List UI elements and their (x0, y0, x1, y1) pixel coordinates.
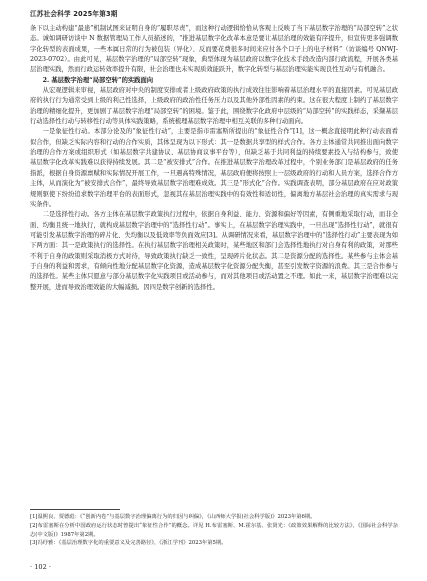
footnote-2: [2]布雷塞斯在分析中国政府运行状态时曾提出“象征性合作”的概念。详见 H.布雷塞斯、M.霍尔基、张贤光：《政策效果解释的比较方法》，《国际社会科学杂志(中文版)》1987年第2期。 (30, 522, 398, 538)
footnote-3: [3]冯纾雅：《基层治理数字化的重要意义及完善路径》，《浙江学刊》2023年第5期。 (30, 540, 227, 547)
paragraph-selective-action: 二是选择性行动。各方主体在基层数字政策执行过程中，依据自身利益、能力、资源和偏好等因素，有侧重地采取行动，而非全面、均衡且统一地执行，就构成基层数字治理中的“选择性行动”。事实上，在基层数字治理实践中，一旦出现“选择性行动”，就很有可能引发基层数字治理的碎片化、失均衡以及低效率等负面效应[3]。从调研情况来看，基层数字治理中的“选择性行动”主要表现为如下两方面：其一是政策执行的选择性。在执行基层数字治理相关政策时，某些地区和部门会选择性地执行对自身有利的政策，对那些不利于自身的政策则采取消极方式对待，导致政策执行缺乏一致性，呈现碎片化状态。其二是资源分配的选择性。某些参与主体会基于自身的利益和需求，有倾向性地分配基层数字化资源，造成基层数字化资源分配失衡，甚至引发数字资源的浪费。其三是合作参与的选择性。某些主体只愿意与部分基层数字化实践项目或活动参与，而对其他项目或活动置之不理。如此一来，基层数字治理难以完整开展，进而导致治理效能的大幅减损。因四是数字创新的选择性。 (30, 211, 398, 291)
footnotes (30, 513, 398, 548)
journal-header: 江苏社会科学 2025年第3期 (30, 10, 118, 18)
page-number: · 102 · (30, 563, 51, 571)
footnote-1: [1]温熙良、贾德彪：《“创新内卷”与基层数字治理偏离行为的归因与纠偏》，《山西师大学报(社会科学版)》2023年第6期。 (30, 514, 316, 520)
footnote-divider (30, 509, 120, 510)
paragraph-intro: 从宏观逻辑来审视，基层政府对中央的制度安排或者上级政府政策的执行成效往往影响着基层治理水平的直接因素。可见基层政府的执行行为通常受到上级的利己性选择，上级政府的政治性任务压力以及其他外部性因素的约束。这在很大程度上制约了基层数字治理的精细化提升，更加剧了基层数字治理“局部空转”的困境。鉴于此，围绕数字化政府中层级的“局部空转”的实践样态，采撷基层行动选择性行动与转移性行动等具体实践策略，系统梳理基层数字治理中相互关联的多种行动面向。 (30, 87, 398, 126)
article-body (30, 24, 398, 293)
section-heading: 2. 基层数字治理“局部空转”的实践面向 (42, 76, 154, 84)
paragraph-continuation: 条下以主动构建“最患”机制试图来证明自身的“履职尽责”，而这种行动逻辑恰恰从客观上反映了当下基层数字治理的“局部空转”之状态。诚如调研访谈中 N 数据管理局工作人员描述的，“推进基层数字化改革本意是要让基层治理的效能有序提升，但宣传更多强调数字化转型的表面成果，一些本属日常的行为被包装（异化）、反而要花费很多时间来应付各个口子上的电子材料”（访谈编号 QNWJ-2023-0702）。由此可见，基层数字治理的“局部空转”现象，典型体现为基层政府以数字化技术手段改造内部行政流程，开展各类基层治理实践，然而行政运转效率提升有限，社会治理也未实现质效能跃升，数字化转型与基层治理实能实现良性互动与有机融合。 (30, 25, 398, 74)
paragraph-symbolic-action: 一是象征性行动。本部分论及的“象征性行动”，主要是指市雷塞斯所提出的“象征性合作”[1]，这一概念直接明此种行动表面看似合作，但缺乏实际内容和行动的合作实质，其体呈现为以下形式：其一是数据共享型的样式合作。各方主体通常共同推出面向数字治理的合作方案或组织形式（如基层数字共建协议、基层协商议事平台等），但缺乏基于共同利益的持续要素投入与结构参与，致使基层数字化改革实践难以获得持续发展。其二是“被安排式”合作。在推进基层数字治理改革过程中，个别业务部门是基层政府的任务指派，根据自身资源禀赋和实际情况开展工作，一旦遇高特殊情况，基层政府便将按照上一层级政府的行动和人员方案，选择合作方主体，从而演化为“被安排式合作”，最终导致基层数字治理难成效。其三是“形式化”合作。实践调查表明，部分基层政府在应对政策规则驱使下纷纷追求数字治理平台的表面形式，忽视其在基层治理实践中的有效性和适切性，偏离地方基层社会治理的真实需求与现实条件。 (30, 128, 398, 208)
